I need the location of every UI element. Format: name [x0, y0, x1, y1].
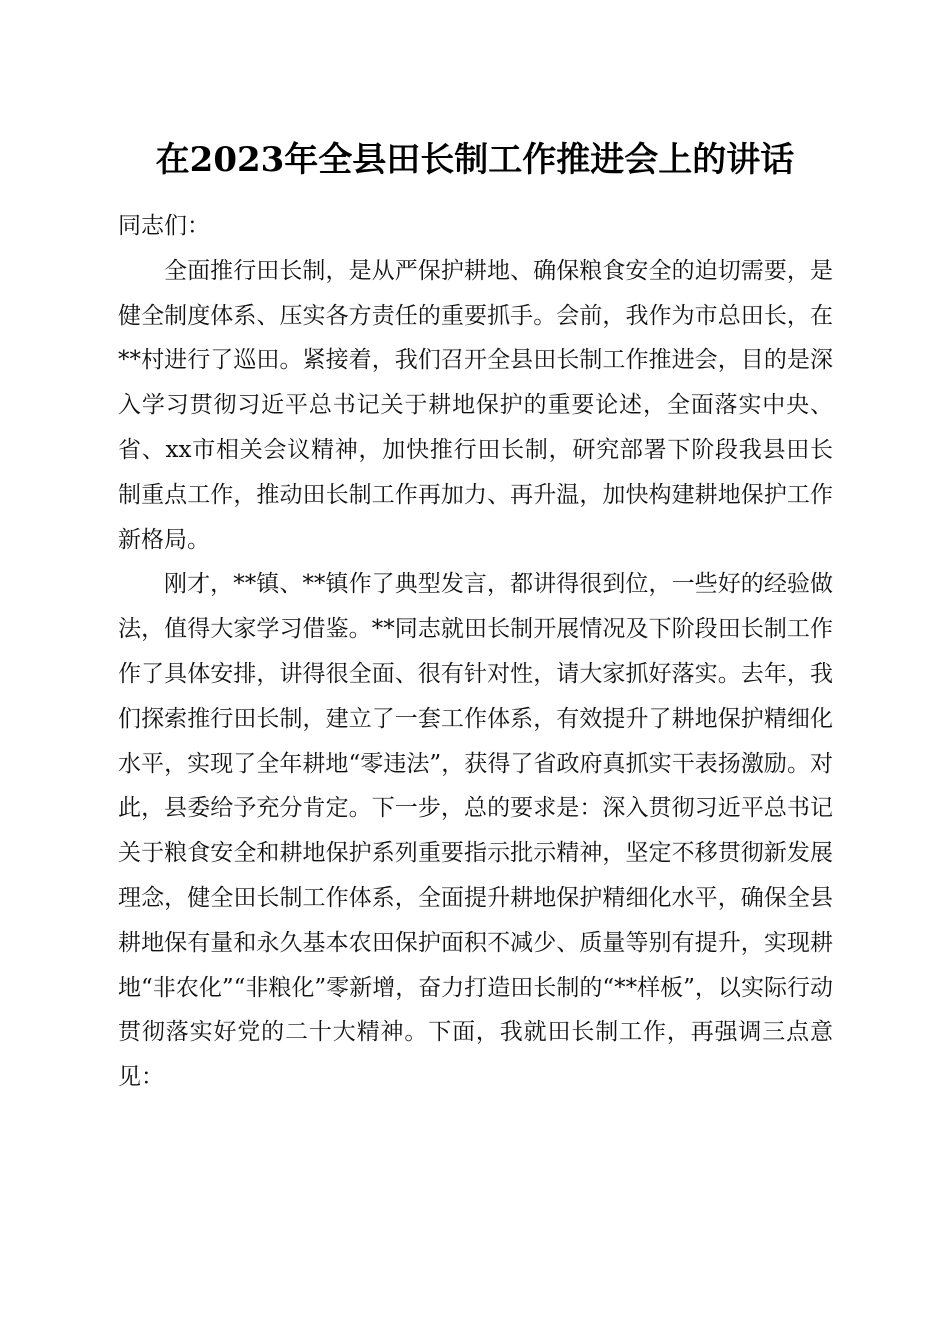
body-paragraph: 刚才，**镇、**镇作了典型发言，都讲得很到位，一些好的经验做法，值得大家学习借鉴。**同志就田长制开展情况及下阶段田长制工作作了具体安排，讲得很全面、很有针对性，请大家抓好落实。去年，我们探索推行田长制，建立了一套工作体系，有效提升了耕地保护精细化水平，实现了全年耕地“零违法”，获得了省政府真抓实干表扬激励。对此，县委给予充分肯定。下一步，总的要求是：深入贯彻习近平总书记关于粮食安全和耕地保护系列重要指示批示精神，坚定不移贯彻新发展理念，健全田长制工作体系，全面提升耕地保护精细化水平，确保全县耕地保有量和永久基本农田保护面积不减少、质量等别有提升，实现耕地“非农化”“非粮化”零新增，奋力打造田长制的“**样板”，以实际行动贯彻落实好党的二十大精神。下面，我就田长制工作，再强调三点意见： — [118, 571, 833, 1091]
document-body — [118, 204, 833, 1100]
salutation: 同志们： — [118, 213, 210, 239]
document-title: 在2023年全县田长制工作推进会上的讲话 — [155, 140, 795, 180]
body-paragraph: 全面推行田长制，是从严保护耕地、确保粮食安全的迫切需要，是健全制度体系、压实各方责任的重要抓手。会前，我作为市总田长，在**村进行了巡田。紧接着，我们召开全县田长制工作推进会，目的是深入学习贯彻习近平总书记关于耕地保护的重要论述，全面落实中央、省、xx市相关会议精神，加快推行田长制，研究部署下阶段我县田长制重点工作，推动田长制工作再加力、再升温，加快构建耕地保护工作新格局。 — [118, 257, 833, 553]
